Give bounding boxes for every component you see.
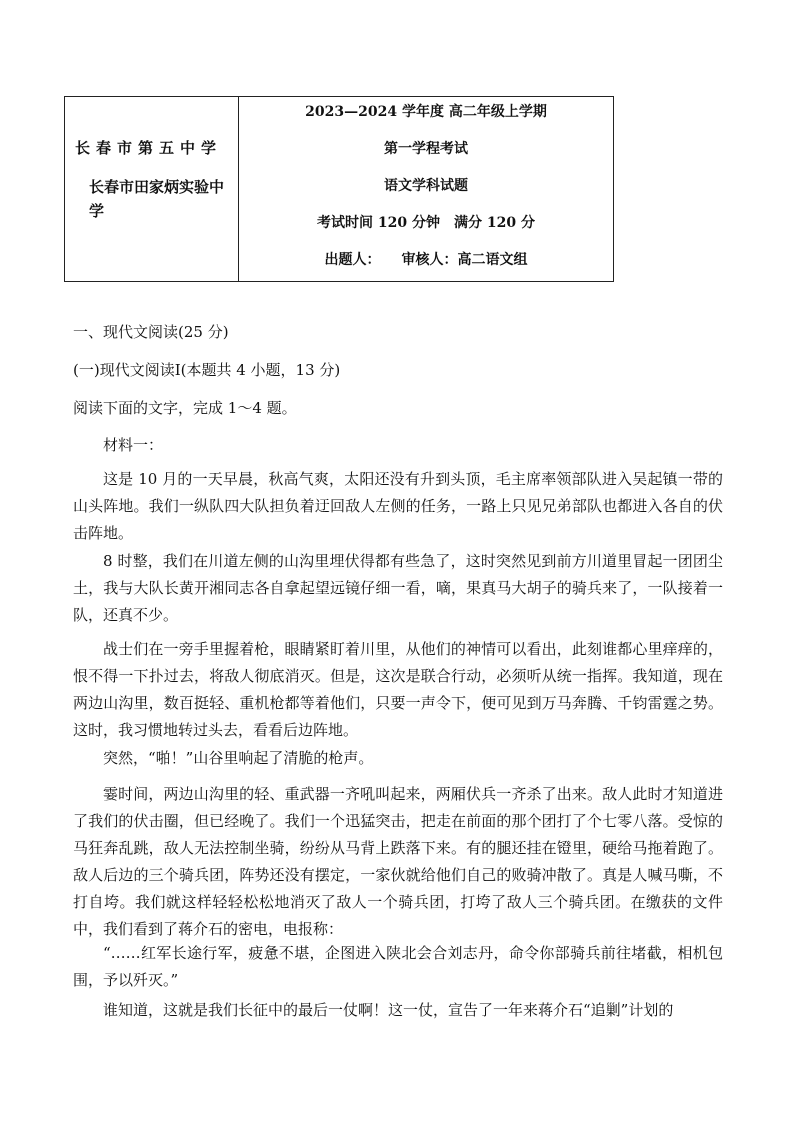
paragraph: 霎时间，两边山沟里的轻、重武器一齐吼叫起来，两厢伏兵一齐杀了出来。敌人此时才知道进了我们的伏击圈，但已经晚了。我们一个迅猛突击，把走在前面的那个团打了个七零八落。受惊的马狂奔乱跳，敌人无法控制坐骑，纷纷从马背上跌落下来。有的腿还挂在镫里，硬给马拖着跑了。敌人后边的三个骑兵团，阵势还没有摆定，一家伙就给他们自己的败骑冲散了。真是人喊马嘶，不打自垮。我们就这样轻轻松松地消灭了敌人一个骑兵团，打垮了敌人三个骑兵团。在缴获的文件中，我们看到了蒋介石的密电，电报称： bbox=[73, 785, 723, 938]
subsection-title: (一)现代文阅读Ⅰ(本题共 4 小题，13 分) bbox=[73, 361, 341, 379]
exam-header-table bbox=[64, 96, 614, 282]
paragraph: 谁知道，这就是我们长征中的最后一仗啊！这一仗，宣告了一年来蒋介石“追剿”计划的 bbox=[103, 1001, 674, 1019]
time-and-score: 考试时间 120 分钟 满分 120 分 bbox=[317, 215, 535, 231]
paragraph: 这是 10 月的一天早晨，秋高气爽，太阳还没有升到头顶，毛主席率领部队进入吴起镇一带的山头阵地。我们一纵队四大队担负着迂回敌人左侧的任务，一路上只见兄弟部队也都进入各自的伏击阵地。 bbox=[73, 470, 723, 542]
authors: 出题人： 审核人：高二语文组 bbox=[324, 252, 528, 268]
school-names-cell bbox=[65, 97, 239, 281]
section-title: 一、现代文阅读(25 分) bbox=[73, 323, 229, 341]
year-term: 2023—2024 学年度 高二年级上学期 bbox=[305, 104, 547, 120]
school-name-2: 长春市田家炳实验中学 bbox=[89, 178, 225, 220]
exam-info-cell bbox=[239, 97, 613, 281]
material-label: 材料一： bbox=[103, 436, 164, 454]
subject-title: 语文学科试题 bbox=[384, 178, 468, 194]
paragraph: 战士们在一旁手里握着枪，眼睛紧盯着川里，从他们的神情可以看出，此刻谁都心里痒痒的，恨不得一下扑过去，将敌人彻底消灭。但是，这次是联合行动，必须听从统一指挥。我知道，现在两边山沟里，数百挺轻、重机枪都等着他们，只要一声令下，便可见到万马奔腾、千钧雷霆之势。这时，我习惯地转过头去，看看后边阵地。 bbox=[73, 640, 723, 739]
paragraph: 突然，“啪！”山谷里响起了清脆的枪声。 bbox=[103, 749, 374, 767]
instruction: 阅读下面的文字，完成 1～4 题。 bbox=[73, 399, 297, 417]
quoted-telegram: “……红军长途行军，疲惫不堪，企图进入陕北会合刘志丹，命令你部骑兵前往堵截，相机包围，予以歼灭。” bbox=[73, 944, 723, 989]
exam-name: 第一学程考试 bbox=[384, 141, 468, 157]
school-name-1: 长春市第五中学 bbox=[75, 139, 223, 157]
paragraph: 8 时整，我们在川道左侧的山沟里埋伏得都有些急了，这时突然见到前方川道里冒起一团团尘土，我与大队长黄开湘同志各自拿起望远镜仔细一看，嘀，果真马大胡子的骑兵来了，一队接着一队，还真不少。 bbox=[73, 552, 723, 624]
